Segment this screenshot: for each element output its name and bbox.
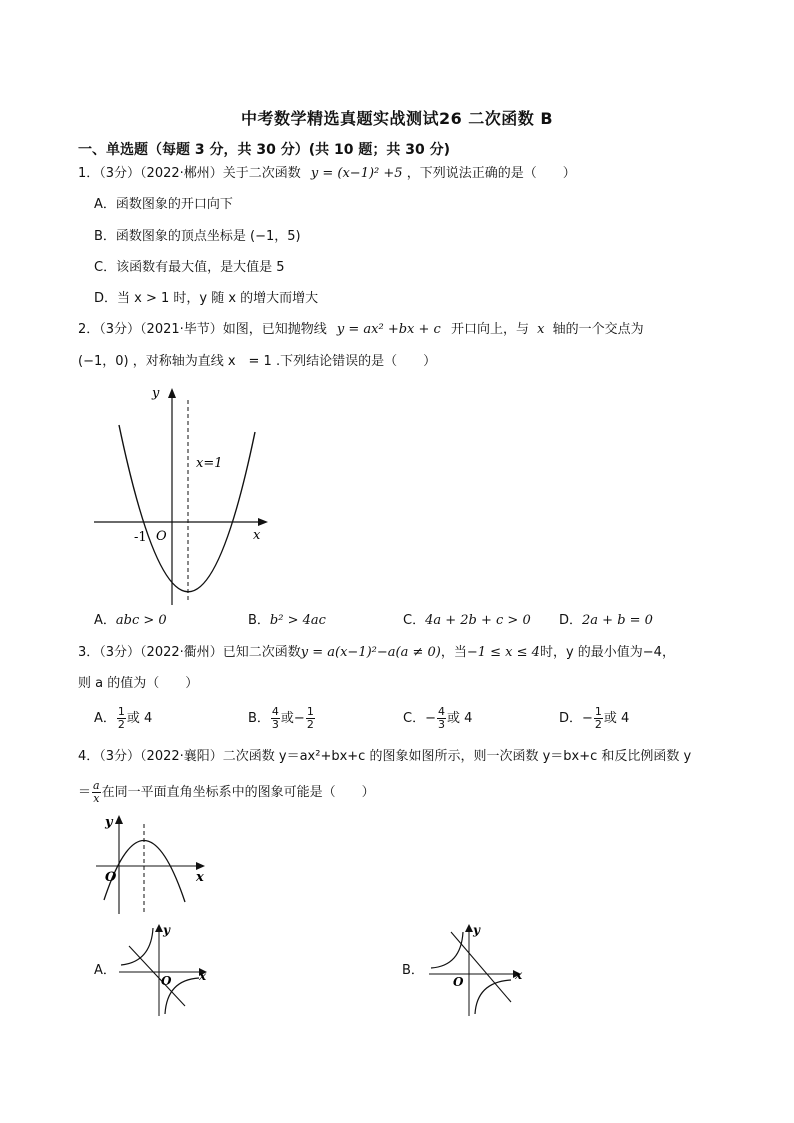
q3-option-c[interactable]	[403, 706, 472, 731]
q1-option-a[interactable]: A．函数图象的开口向下	[94, 197, 233, 212]
q2-y-arrow	[168, 388, 176, 398]
q4-line2-pre: ＝	[78, 785, 92, 800]
qa-y-arrow	[155, 924, 163, 932]
q2-option-d[interactable]	[559, 611, 653, 631]
qb-y-label: y	[473, 923, 480, 937]
q3-option-b-tail: 或−	[280, 711, 305, 726]
q2-formula: y = ax² +bx + c	[336, 322, 441, 337]
q3-stem-a: 3．（3分）（2022·衢州）已知二次函数	[78, 645, 301, 660]
q2-origin-label: O	[156, 529, 167, 544]
q2-parabola	[119, 425, 255, 592]
q4-option-b[interactable]: B．	[402, 963, 424, 978]
qb-y-arrow	[465, 924, 473, 932]
q1-option-b[interactable]: B．函数图象的顶点坐标是 (−1，5)	[94, 229, 301, 244]
q2-graph	[90, 380, 280, 610]
q2-option-a[interactable]	[94, 611, 167, 631]
q1-stem-b: ，下列说法正确的是（ ）	[406, 166, 576, 181]
q3-option-d-fraction: $\frac{1}{2}$	[594, 705, 602, 731]
q2-x-var: x	[537, 322, 545, 337]
q4-x-arrow	[196, 862, 205, 870]
question-3-stem	[78, 643, 675, 663]
q4-origin-label: O	[105, 870, 117, 885]
q4-line2	[78, 780, 375, 805]
qb-x-label: x	[515, 968, 523, 982]
q3-option-c-tail: 或 4	[446, 711, 473, 726]
qa-hyperbola-1	[121, 928, 153, 965]
q2-stem-a: 2．（3分）（2021·毕节）如图，已知抛物线	[78, 322, 327, 337]
page-title: 中考数学精选真题实战测试26 二次函数 B	[240, 109, 554, 128]
q4-line2-post: 在同一平面直角坐标系中的图象可能是（ ）	[101, 785, 375, 800]
q2-option-a-math: abc > 0	[115, 613, 167, 628]
q2-x-arrow	[258, 518, 268, 526]
q2-option-b-label: B．	[248, 613, 270, 628]
q2-option-d-math: 2a + b = 0	[582, 613, 653, 628]
q4-y-arrow	[115, 815, 123, 824]
qb-hyperbola-2	[475, 980, 511, 1014]
q2-y-label: y	[152, 386, 160, 401]
q2-option-b[interactable]	[248, 611, 326, 631]
qa-origin-label: O	[161, 974, 172, 988]
q2-stem-c: 轴的一个交点为	[552, 322, 644, 337]
q2-point-label: -1	[134, 530, 147, 545]
qa-y-label: y	[163, 923, 170, 937]
q1-option-d[interactable]: D．当 x > 1 时，y 随 x 的增大而增大	[94, 291, 319, 306]
q3-option-a-tail: 或 4	[126, 711, 153, 726]
q4-option-a-graph	[115, 920, 225, 1020]
q2-option-d-label: D．	[559, 613, 583, 628]
q3-option-b-label: B．	[248, 711, 270, 726]
q1-option-c[interactable]: C．该函数有最大值，是大值是 5	[94, 260, 285, 275]
q4-y-label: y	[105, 815, 113, 830]
q1-stem-a: 1．（3分）（2022·郴州）关于二次函数	[78, 166, 301, 181]
q2-option-c[interactable]	[403, 611, 531, 631]
q3-option-d[interactable]	[559, 706, 629, 731]
qa-line	[129, 946, 185, 1006]
q2-option-a-label: A．	[94, 613, 116, 628]
q3-line2: 则 a 的值为（ ）	[78, 676, 199, 691]
question-2-stem	[78, 320, 644, 340]
q2-option-c-label: C．	[403, 613, 426, 628]
q4-x-label: x	[196, 870, 204, 885]
q3-option-d-sign: −	[582, 711, 593, 726]
q2-option-b-math: b² > 4ac	[269, 613, 326, 628]
q3-option-a-label: A．	[94, 711, 116, 726]
qb-origin-label: O	[453, 975, 464, 989]
q4-option-a[interactable]: A．	[94, 963, 116, 978]
q2-x-label: x	[253, 528, 261, 543]
q3-option-c-sign: −	[425, 711, 436, 726]
q2-stem-b: 开口向上，与	[450, 322, 529, 337]
q4-line1: 4．（3分）（2022·襄阳）二次函数 y＝ax²+bx+c 的图象如图所示，则一次函数 y＝bx+c 和反比例函数 y	[78, 749, 692, 764]
q3-option-a-fraction: $\frac{1}{2}$	[117, 705, 125, 731]
q3-option-b[interactable]	[248, 706, 316, 731]
q3-range: −1 ≤ x ≤ 4	[466, 645, 540, 660]
q4-graph	[92, 810, 212, 918]
question-1-stem	[78, 164, 576, 184]
section-heading: 一、单选题（每题 3 分，共 30 分）(共 10 题；共 30 分)	[78, 142, 450, 158]
q1-formula: y = (x−1)² +5	[310, 166, 403, 181]
q3-option-c-label: C．	[403, 711, 426, 726]
q2-line2: (−1，0) ，对称轴为直线 x = 1 .下列结论错误的是（ ）	[78, 354, 437, 369]
qa-x-label: x	[199, 969, 207, 983]
q3-option-c-fraction: $\frac{4}{3}$	[437, 705, 445, 731]
q4-fraction: $\frac{a}{x}$	[93, 779, 100, 805]
q2-axis-label: x=1	[196, 456, 223, 471]
q3-option-b-fraction: $\frac{4}{3}$	[271, 705, 279, 731]
q3-stem-c: 时，y 的最小值为−4，	[539, 645, 675, 660]
q3-option-d-tail: 或 4	[603, 711, 630, 726]
qb-hyperbola-1	[431, 932, 463, 968]
q3-option-b-fraction-2: $\frac{1}{2}$	[306, 705, 314, 731]
q3-formula: y = a(x−1)²−a(a ≠ 0)	[300, 645, 441, 660]
qb-line	[451, 932, 511, 1002]
q3-option-d-label: D．	[559, 711, 583, 726]
q4-option-b-graph	[425, 920, 535, 1020]
q3-stem-b: ，当	[440, 645, 467, 660]
q2-option-c-math: 4a + 2b + c > 0	[425, 613, 531, 628]
q3-option-a[interactable]	[94, 706, 152, 731]
